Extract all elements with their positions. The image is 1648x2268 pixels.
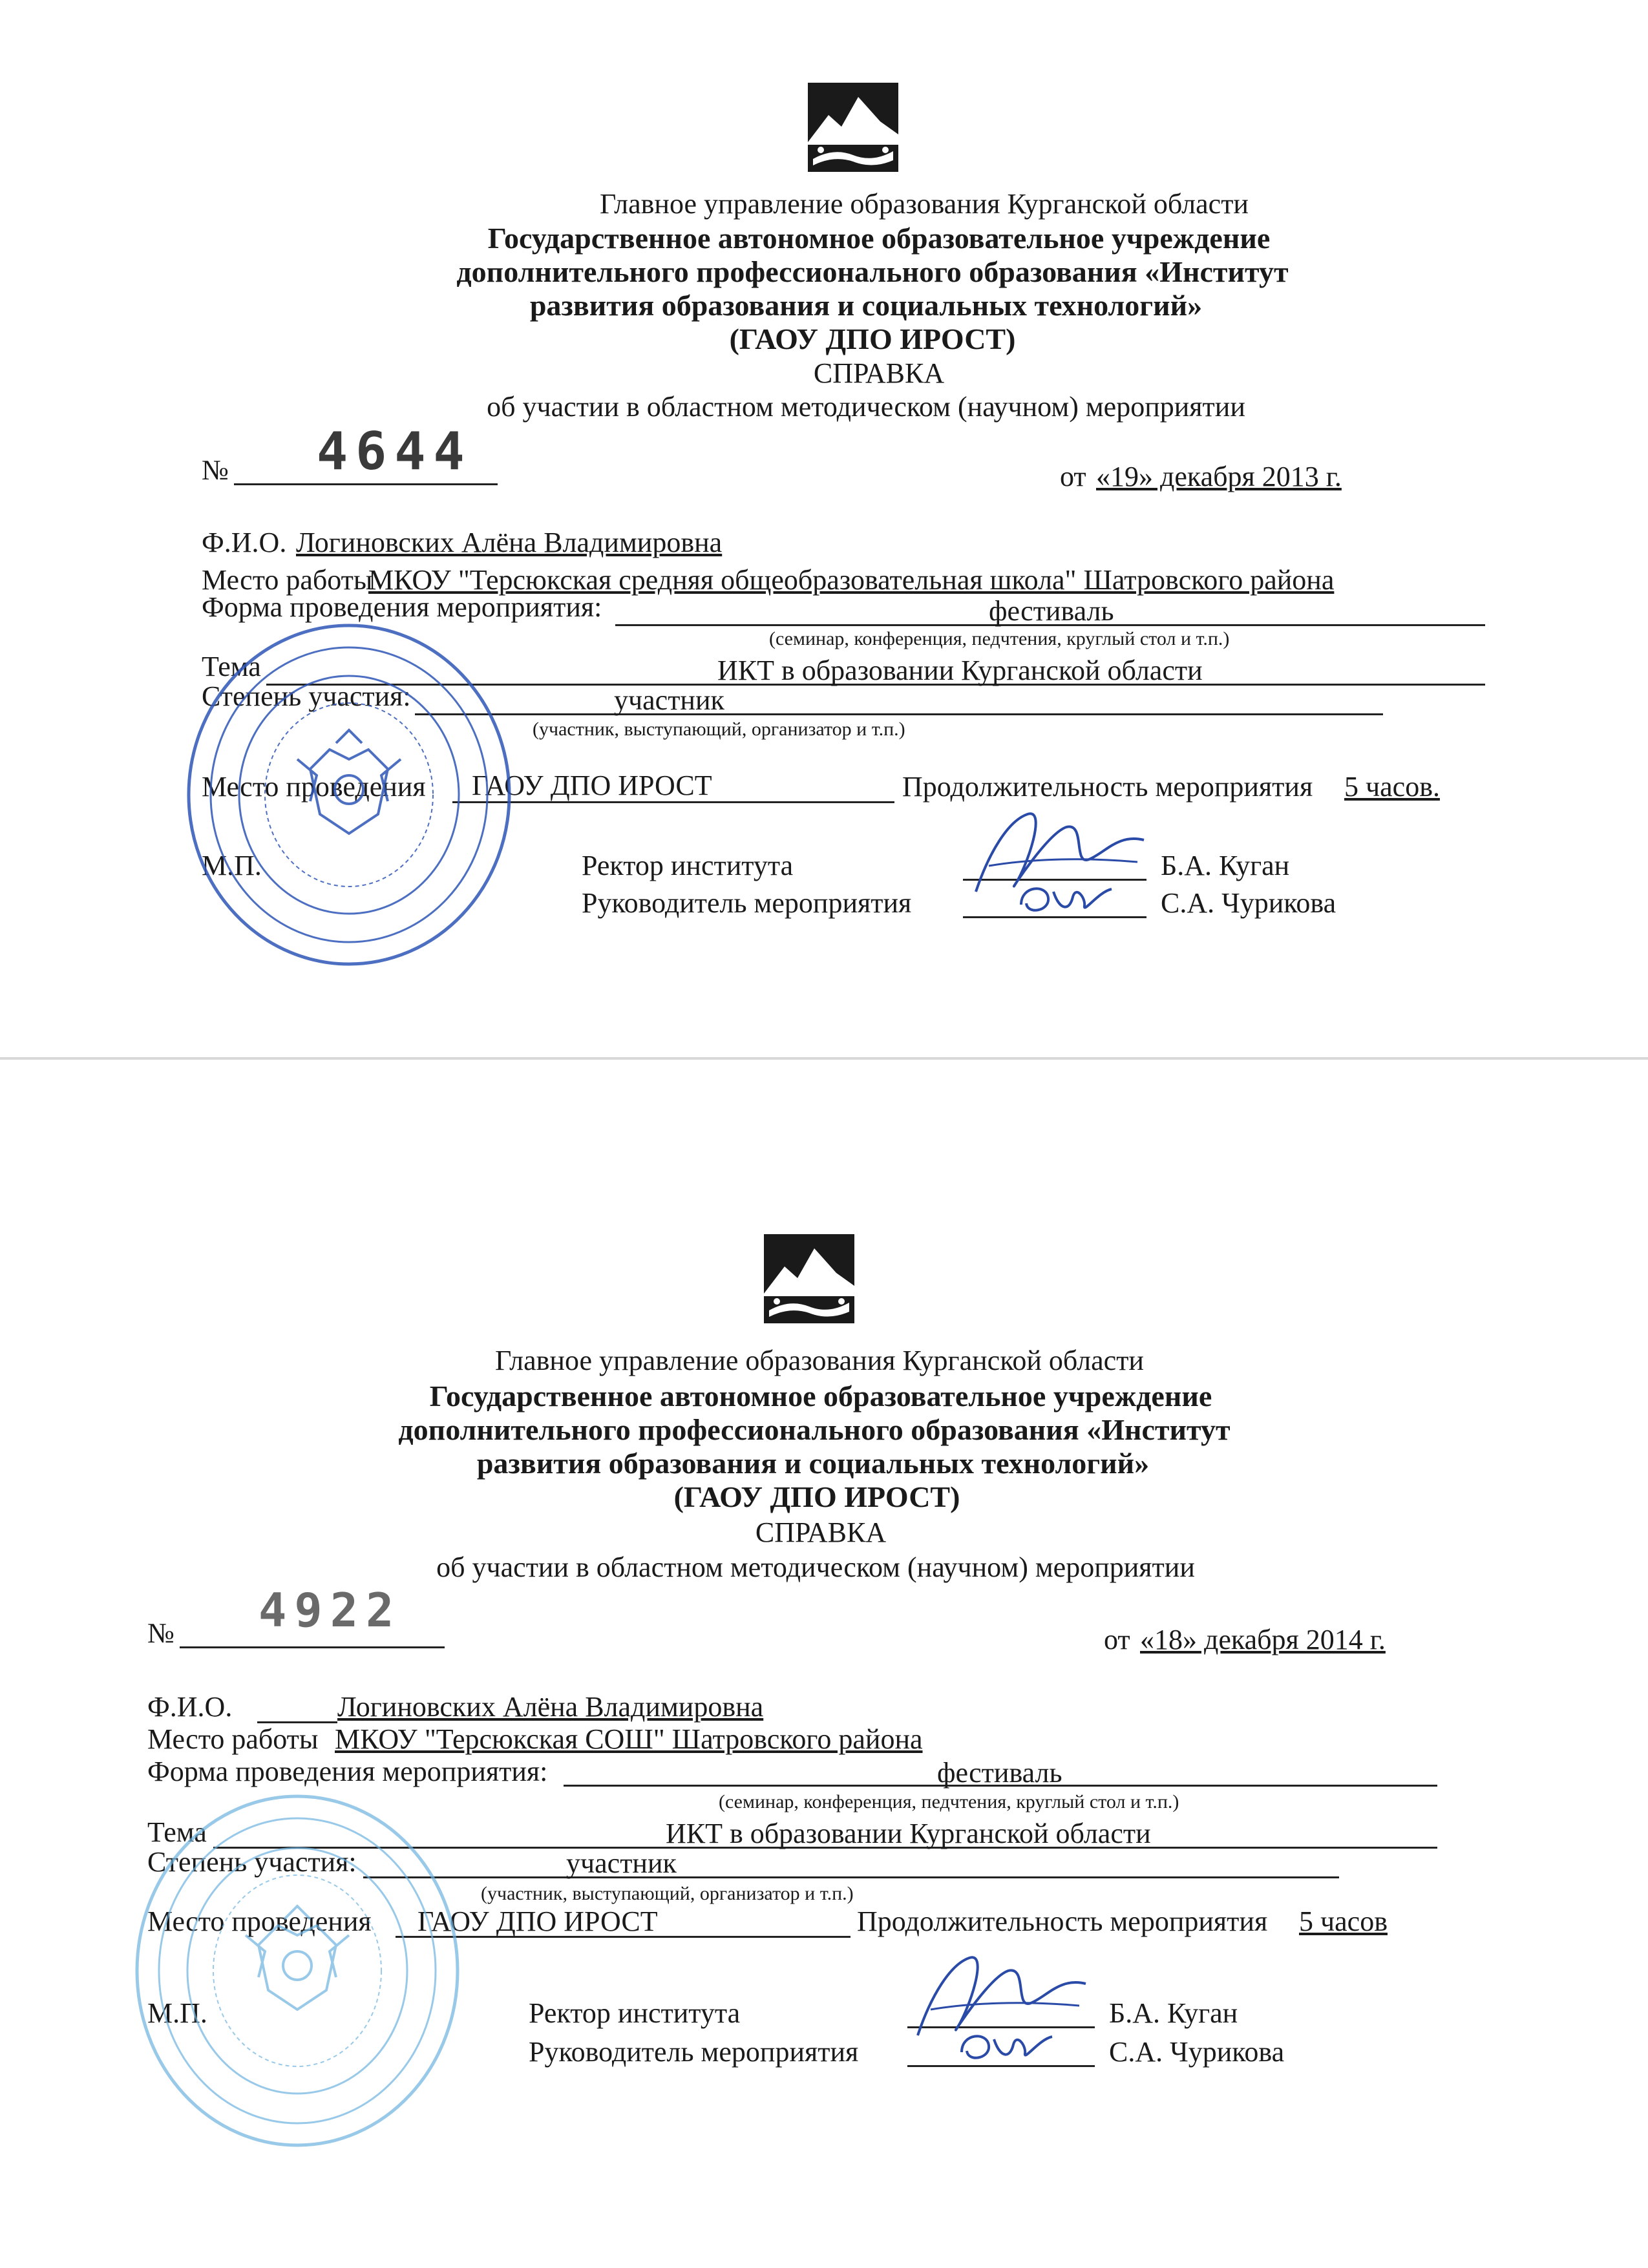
round-seal <box>181 620 517 969</box>
degree-underline <box>363 1876 1339 1878</box>
doc-title: СПРАВКА <box>755 1517 887 1548</box>
seal-ring <box>189 625 509 964</box>
form-value: фестиваль <box>937 1757 1062 1789</box>
org-abbr: (ГАОУ ДПО ИРОСТ) <box>729 322 1016 355</box>
fio-label: Ф.И.О. <box>147 1691 233 1723</box>
number-label: № <box>147 1617 174 1649</box>
place-label: Место проведения <box>202 771 426 803</box>
org-line1: Государственное автономное образовательное учреждение <box>429 1380 1212 1412</box>
duration-label: Продолжительность мероприятия <box>902 771 1313 803</box>
head-name: С.А. Чурикова <box>1161 887 1336 919</box>
number-label: № <box>202 454 229 486</box>
kurgan-emblem-icon <box>764 1234 854 1331</box>
place-label: Место проведения <box>147 1906 372 1937</box>
form-label: Форма проведения мероприятия: <box>202 591 602 623</box>
rector-name: Б.А. Куган <box>1161 850 1290 881</box>
seal-ring <box>137 1796 458 2145</box>
topic-label: Тема <box>147 1816 207 1848</box>
work-label: Место работы <box>147 1723 319 1755</box>
degree-label: Степень участия: <box>202 680 411 712</box>
topic-value: ИКТ в образовании Курганской области <box>666 1818 1151 1849</box>
form-hint: (семинар, конференция, педчтения, круглый стол и т.п.) <box>719 1791 1179 1812</box>
mp-label: М.П. <box>147 1997 207 2029</box>
rector-label: Ректор института <box>529 1997 741 2029</box>
head-label: Руководитель мероприятия <box>582 887 912 919</box>
org-parent: Главное управление образования Курганской области <box>495 1345 1144 1376</box>
degree-label: Степень участия: <box>147 1846 357 1878</box>
work-value: МКОУ "Терсюкская СОШ" Шатровского района <box>335 1723 923 1755</box>
org-parent: Главное управление образования Курганской области <box>600 188 1249 220</box>
form-hint: (семинар, конференция, педчтения, круглый стол и т.п.) <box>769 628 1230 649</box>
head-label: Руководитель мероприятия <box>529 2036 859 2068</box>
head-signature <box>1008 872 1125 924</box>
duration-label: Продолжительность мероприятия <box>857 1906 1268 1937</box>
head-name: С.А. Чурикова <box>1109 2036 1285 2068</box>
certificate-2014 <box>0 1073 1648 2255</box>
org-line1: Государственное автономное образовательное учреждение <box>487 222 1271 255</box>
fio-value: Логиновских Алёна Владимировна <box>337 1691 764 1723</box>
rector-label: Ректор института <box>582 850 794 881</box>
degree-value: участник <box>614 684 724 716</box>
org-abbr: (ГАОУ ДПО ИРОСТ) <box>673 1480 960 1513</box>
degree-value: участник <box>566 1847 677 1879</box>
degree-hint: (участник, выступающий, организатор и т.п.) <box>533 719 905 740</box>
degree-hint: (участник, выступающий, организатор и т.п.) <box>481 1883 854 1904</box>
kurgan-emblem-icon <box>808 83 898 180</box>
registration-number: 4922 <box>259 1583 402 1637</box>
doc-subtitle: об участии в областном методическом (научном) мероприятии <box>436 1551 1195 1583</box>
work-value: МКОУ "Терсюкская средняя общеобразовательная школа" Шатровского района <box>368 564 1335 596</box>
place-value: ГАОУ ДПО ИРОСТ <box>472 770 712 801</box>
round-seal <box>129 1790 465 2152</box>
fio-label: Ф.И.О. <box>202 527 287 558</box>
degree-underline <box>415 713 1383 715</box>
duration-value: 5 часов. <box>1344 771 1440 803</box>
form-label: Форма проведения мероприятия: <box>147 1756 548 1787</box>
doc-title: СПРАВКА <box>813 357 945 389</box>
org-line2: дополнительного профессионального образования «Институт <box>456 255 1289 288</box>
date-prefix: от <box>1104 1624 1130 1655</box>
issue-date: «19» декабря 2013 г. <box>1096 461 1342 492</box>
org-line3: развития образования и социальных технологий» <box>529 289 1203 322</box>
topic-label: Тема <box>202 651 261 682</box>
form-value: фестиваль <box>989 595 1114 627</box>
number-underline <box>180 1646 445 1648</box>
certificate-2013 <box>0 0 1648 1053</box>
duration-value: 5 часов <box>1299 1906 1388 1937</box>
mp-label: М.П. <box>202 850 262 881</box>
number-underline <box>234 483 498 485</box>
work-label: Место работы <box>202 564 373 596</box>
issue-date: «18» декабря 2014 г. <box>1140 1624 1386 1655</box>
org-line3: развития образования и социальных технологий» <box>476 1447 1150 1480</box>
topic-value: ИКТ в образовании Курганской области <box>717 655 1203 686</box>
fio-value: Логиновских Алёна Владимировна <box>296 527 723 558</box>
org-line2: дополнительного профессионального образования «Институт <box>398 1413 1231 1446</box>
place-value: ГАОУ ДПО ИРОСТ <box>417 1906 658 1937</box>
head-signature <box>949 2020 1065 2072</box>
date-prefix: от <box>1060 461 1086 492</box>
page-fold <box>0 1057 1648 1060</box>
registration-number: 4644 <box>317 421 472 481</box>
rector-name: Б.А. Куган <box>1109 1997 1238 2029</box>
doc-subtitle: об участии в областном методическом (научном) мероприятии <box>487 391 1245 423</box>
